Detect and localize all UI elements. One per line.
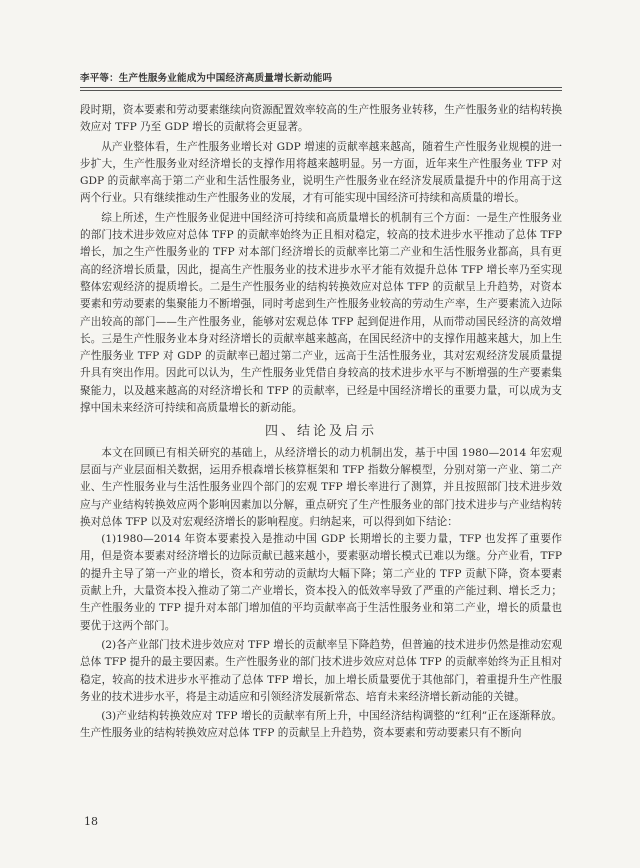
- paragraph-2: 从产业整体看，生产性服务业增长对 GDP 增速的贡献率越来越高，随着生产性服务业规模的进一步扩大，生产性服务业对经济增长的支撑作用将越来越明显。另一方面，近年来生产性服务业 TFP 对 GDP 的贡献率高于第二产业和生活性服务业，说明生产性服务业在经济发展质量提升中的作用高于这两个行业。只有继续推动生产性服务业的发展，才有可能实现中国经济可持续和高质量的增长。: [80, 140, 562, 205]
- paragraph-1: 段时期，资本要素和劳动要素继续向资源配置效率较高的生产性服务业转移，生产性服务业的结构转换效应对 TFP 乃至 GDP 增长的贡献将会更显著。: [80, 104, 562, 134]
- paragraph-conclusion-3: (3)产业结构转换效应对 TFP 增长的贡献率有所上升，中国经济结构调整的“红利”正在逐渐释放。生产性服务业的结构转换效应对总体 TFP 的贡献呈上升趋势，资本要素和劳动要素只有不断向: [80, 710, 562, 740]
- paragraph-conclusion-intro: 本文在回顾已有相关研究的基础上，从经济增长的动力机制出发，基于中国 1980—2014 年宏观层面与产业层面相关数据，运用乔根森增长核算框架和 TFP 指数分解模型，分别对第一产业、第二产业、生产性服务业与生活性服务业四个部门的宏观 TFP 增长率进行了测算，并且按照部门技术进步效应与产业结构转换效应两个影响因素加以分解，重点研究了生产性服务业的部门技术进步与产业结构转换对总体 TFP 以及对宏观经济增长的影响程度。归纳起来，可以得到如下结论：: [80, 446, 562, 528]
- header-rule: [80, 87, 562, 88]
- paragraph-3: 综上所述，生产性服务业促进中国经济可持续和高质量增长的机制有三个方面：一是生产性服务业的部门技术进步效应对总体 TFP 的贡献率始终为正且相对稳定，较高的技术进步水平推动了总体 TFP 增长，加之生产性服务业的 TFP 对本部门经济增长的贡献率比第二产业和生活性服务业都高，具有更高的经济增长质量，因此，提高生产性服务业的技术进步水平才能有效提升总体 TFP 增长率乃至实现整体宏观经济的提质增长。二是生产性服务业的结构转换效应对总体 TFP 的贡献呈上升趋势，对资本要素和劳动要素的集聚能力不断增强，同时考虑到生产性服务业较高的劳动生产率，生产要素流入边际产出较高的部门——生产性服务业，能够对宏观总体 TFP 起到促进作用，从而带动国民经济的高效增长。三是生产性服务业本身对经济增长的贡献率越来越高，在国民经济中的支撑作用越来越大，加上生产性服务业 TFP 对 GDP 的贡献率已超过第二产业，远高于生活性服务业，其对宏观经济发展质量提升具有突出作用。因此可以认为，生产性服务业凭借自身较高的技术进步水平与不断增强的生产要素集聚能力，以及越来越高的对经济增长和 TFP 的贡献率，已经是中国经济增长的重要力量，可以成为支撑中国未来经济可持续和高质量增长的新动能。: [80, 211, 563, 415]
- paragraph-conclusion-1: (1)1980—2014 年资本要素投入是推动中国 GDP 长期增长的主要力量，TFP 也发挥了重要作用，但是资本要素对经济增长的边际贡献已越来越小，要素驱动增长模式已难以为继。分产业看，TFP 的提升主导了第一产业的增长，资本和劳动的贡献均大幅下降；第二产业的 TFP 贡献下降，资本要素贡献上升，大量资本投入推动了第二产业增长，资本投入的低效率导致了严重的产能过剩、增长乏力；生产性服务业的 TFP 提升对本部门增加值的平均贡献率高于生活性服务业和第二产业，增长的质量也要优于这两个部门。: [80, 533, 562, 632]
- running-header: 李平等：生产性服务业能成为中国经济高质量增长新动能吗: [80, 73, 333, 84]
- page-number: 18: [84, 815, 98, 828]
- article-body: [80, 102, 562, 743]
- header-rule-thin: [80, 90, 562, 91]
- section-heading: 四、结论及启示: [264, 424, 377, 440]
- paragraph-conclusion-2: (2)各产业部门技术进步效应对 TFP 增长的贡献率呈下降趋势，但普遍的技术进步仍然是推动宏观总体 TFP 提升的最主要因素。生产性服务业的部门技术进步效应对总体 TFP 的贡献率始终为正且相对稳定，较高的技术进步水平推动了总体 TFP 增长，加上增长质量要优于其他部门，着重提升生产性服务业的技术进步水平，将是主动适应和引领经济发展新常态、培育未来经济增长新动能的关键。: [80, 638, 562, 703]
